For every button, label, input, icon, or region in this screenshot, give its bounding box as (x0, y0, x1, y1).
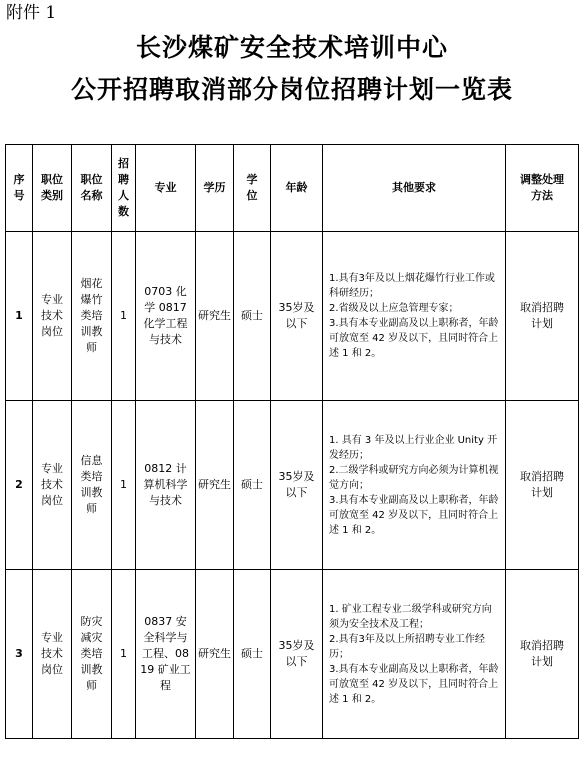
attachment-label: 附件 1 (6, 3, 57, 23)
header-age: 年龄 (271, 145, 323, 232)
requirement-line: 1. 具有 3 年及以上行业企业 Unity 开发经历； (329, 434, 498, 461)
cell-seq: 3 (6, 570, 33, 739)
page-title-line-2: 公开招聘取消部分岗位招聘计划一览表 (70, 75, 513, 104)
header-other: 其他要求 (323, 145, 506, 232)
cell-position: 烟花爆竹类培训教师 (72, 232, 112, 401)
cell-major: 0812 计算机科学与技术 (136, 401, 196, 570)
cell-major: 0703 化学 0817 化学工程与技术 (136, 232, 196, 401)
header-degree: 学位 (234, 145, 271, 232)
cell-requirements (323, 232, 506, 401)
requirement-line: 3.具有本专业副高及以上职称者，年龄可放宽至 42 岁及以下，且同时符合上述 1 和 2。 (329, 318, 499, 359)
table-row (6, 232, 579, 401)
cell-action: 取消招聘计划 (506, 401, 579, 570)
cell-requirements (323, 401, 506, 570)
header-seq: 序号 (6, 145, 33, 232)
table-row (6, 570, 579, 739)
header-education: 学历 (196, 145, 234, 232)
cell-category: 专业技术岗位 (33, 570, 72, 739)
cell-age: 35岁及以下 (271, 570, 323, 739)
header-position: 职位名称 (72, 145, 112, 232)
cell-position: 信息类培训教师 (72, 401, 112, 570)
cell-requirements (323, 570, 506, 739)
cell-education: 研究生 (196, 232, 234, 401)
requirement-line: 1. 矿业工程专业二级学科或研究方向须为安全技术及工程； (329, 603, 492, 630)
cell-degree: 硕士 (234, 401, 271, 570)
cell-count: 1 (112, 401, 136, 570)
header-count: 招聘人数 (112, 145, 136, 232)
cell-action: 取消招聘计划 (506, 232, 579, 401)
requirement-line: 1.具有3年及以上烟花爆竹行业工作或科研经历； (329, 273, 495, 299)
cell-seq: 2 (6, 401, 33, 570)
table-header-row (6, 145, 579, 232)
cell-education: 研究生 (196, 570, 234, 739)
requirement-line: 3.具有本专业副高及以上职称者，年龄可放宽至 42 岁及以下，且同时符合上述 1 和 2。 (329, 663, 499, 705)
requirement-line: 2.具有3年及以上所招聘专业工作经历； (329, 633, 485, 660)
cell-degree: 硕士 (234, 570, 271, 739)
recruitment-table (5, 144, 579, 739)
requirement-line: 2.省级及以上应急管理专家； (329, 303, 459, 314)
cell-major: 0837 安全科学与工程、0819 矿业工程 (136, 570, 196, 739)
cell-position: 防灾减灾类培训教师 (72, 570, 112, 739)
requirement-line: 2.二级学科或研究方向必须为计算机视觉方向； (329, 464, 499, 491)
cell-education: 研究生 (196, 401, 234, 570)
header-major: 专业 (136, 145, 196, 232)
cell-age: 35岁及以下 (271, 232, 323, 401)
header-category: 职位类别 (33, 145, 72, 232)
cell-count: 1 (112, 570, 136, 739)
cell-category: 专业技术岗位 (33, 401, 72, 570)
cell-degree: 硕士 (234, 232, 271, 401)
header-action: 调整处理方法 (506, 145, 579, 232)
cell-action: 取消招聘计划 (506, 570, 579, 739)
cell-age: 35岁及以下 (271, 401, 323, 570)
requirement-line: 3.具有本专业副高及以上职称者，年龄可放宽至 42 岁及以下，且同时符合上述 1 和 2。 (329, 494, 499, 536)
cell-seq: 1 (6, 232, 33, 401)
cell-count: 1 (112, 232, 136, 401)
table-row (6, 401, 579, 570)
cell-category: 专业技术岗位 (33, 232, 72, 401)
page-title-line-1: 长沙煤矿安全技术培训中心 (135, 33, 448, 62)
